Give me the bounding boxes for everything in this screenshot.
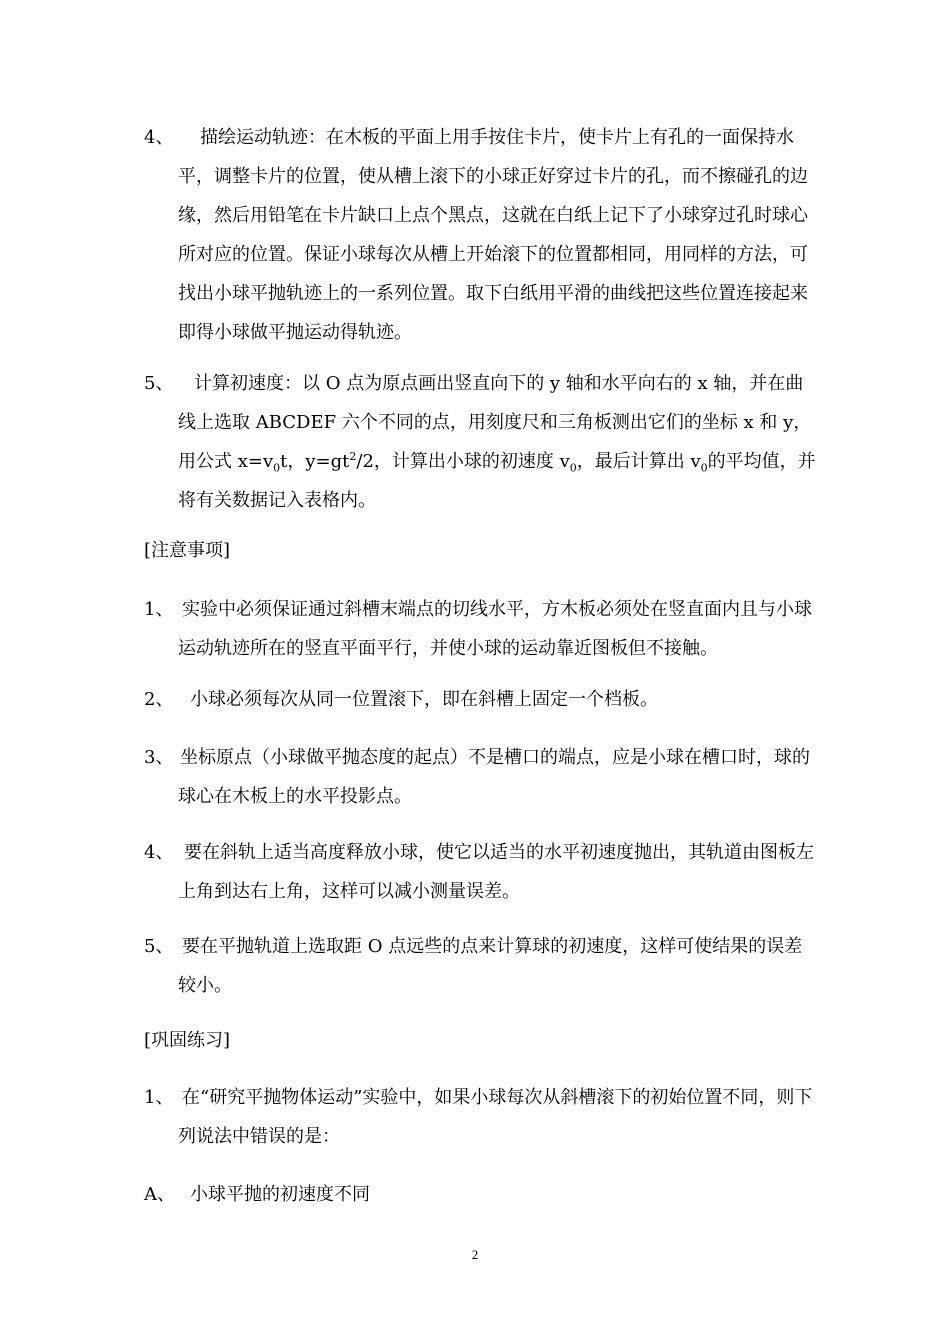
note-2-text: 小球必须每次从同一位置滚下，即在斜槽上固定一个档板。	[190, 689, 658, 710]
note-item-1	[144, 590, 820, 668]
note-2-number: 2、	[144, 689, 174, 710]
note-3-number: 3、	[144, 747, 174, 768]
step-5-sub-1: 0	[273, 461, 281, 475]
option-a-label: A、	[144, 1184, 175, 1205]
practice-heading: [巩固练习]	[144, 1030, 231, 1051]
practice-question-1	[144, 1078, 820, 1156]
note-4-number: 4、	[144, 842, 174, 863]
step-4-number: 4、	[144, 127, 174, 148]
note-item-2	[144, 680, 820, 719]
option-a	[144, 1175, 820, 1214]
note-3-text: 坐标原点（小球做平抛态度的起点）不是槽口的端点，应是小球在槽口时，球的球心在木板上的水平投影点。	[178, 747, 810, 807]
note-1-text: 实验中必须保证通过斜槽末端点的切线水平，方木板必须处在竖直面内且与小球运动轨迹所在的竖直平面平行，并使小球的运动靠近图板但不接触。	[178, 599, 812, 659]
step-5-text-c: /2，计算出小球的初速度 v	[356, 451, 570, 472]
step-5-text-d: ，最后计算出 v	[576, 451, 701, 472]
step-5-text	[178, 364, 820, 520]
question-1-text: 在“研究平抛物体运动”实验中，如果小球每次从斜槽滚下的初始位置不同，则下列说法中错误的是：	[178, 1087, 813, 1147]
note-5-text: 要在平抛轨道上选取距 O 点远些的点来计算球的初速度，这样可使结果的误差较小。	[178, 936, 803, 996]
note-item-4	[144, 833, 820, 911]
step-5-text-e: 的平均值，并将有关数据记入表格内。	[178, 451, 816, 511]
step-5-number: 5、	[144, 373, 174, 394]
note-item-5	[144, 927, 820, 1005]
step-5	[144, 364, 820, 520]
step-5-sub-2: 0	[569, 461, 577, 475]
step-5-text-a: 计算初速度：以 O 点为原点画出竖直向下的 y 轴和水平向右的 x 轴，并在曲线上选取 ABCDEF 六个不同的点，用刻度尺和三角板测出它们的坐标 x 和 y，用公式 x=v	[178, 373, 812, 472]
note-1-number: 1、	[144, 599, 174, 620]
step-4-text: 描绘运动轨迹：在木板的平面上用手按住卡片，使卡片上有孔的一面保持水平，调整卡片的位置，使从槽上滚下的小球正好穿过卡片的孔，而不擦碰孔的边缘，然后用铅笔在卡片缺口上点个黑点，这就在白纸上记下了小球穿过孔时球心所对应的位置。保证小球每次从槽上开始滚下的位置都相同，用同样的方法，可找出小球平抛轨迹上的一系列位置。取下白纸用平滑的曲线把这些位置连接起来即得小球做平抛运动得轨迹。	[178, 127, 808, 343]
page-number: 2	[471, 1247, 479, 1262]
note-5-number: 5、	[144, 936, 174, 957]
step-5-text-b: t，y=gt	[280, 451, 350, 472]
step-5-sup-1: 2	[349, 450, 357, 463]
note-4-text: 要在斜轨上适当高度释放小球，使它以适当的水平初速度抛出，其轨道由图板左上角到达右上角，这样可以减小测量误差。	[178, 842, 814, 902]
step-5-sub-3: 0	[700, 461, 708, 475]
option-a-text: 小球平抛的初速度不同	[190, 1184, 370, 1205]
question-1-number: 1、	[144, 1087, 174, 1108]
note-item-3	[144, 738, 820, 816]
notes-heading: [注意事项]	[144, 540, 231, 561]
step-4	[144, 118, 820, 352]
